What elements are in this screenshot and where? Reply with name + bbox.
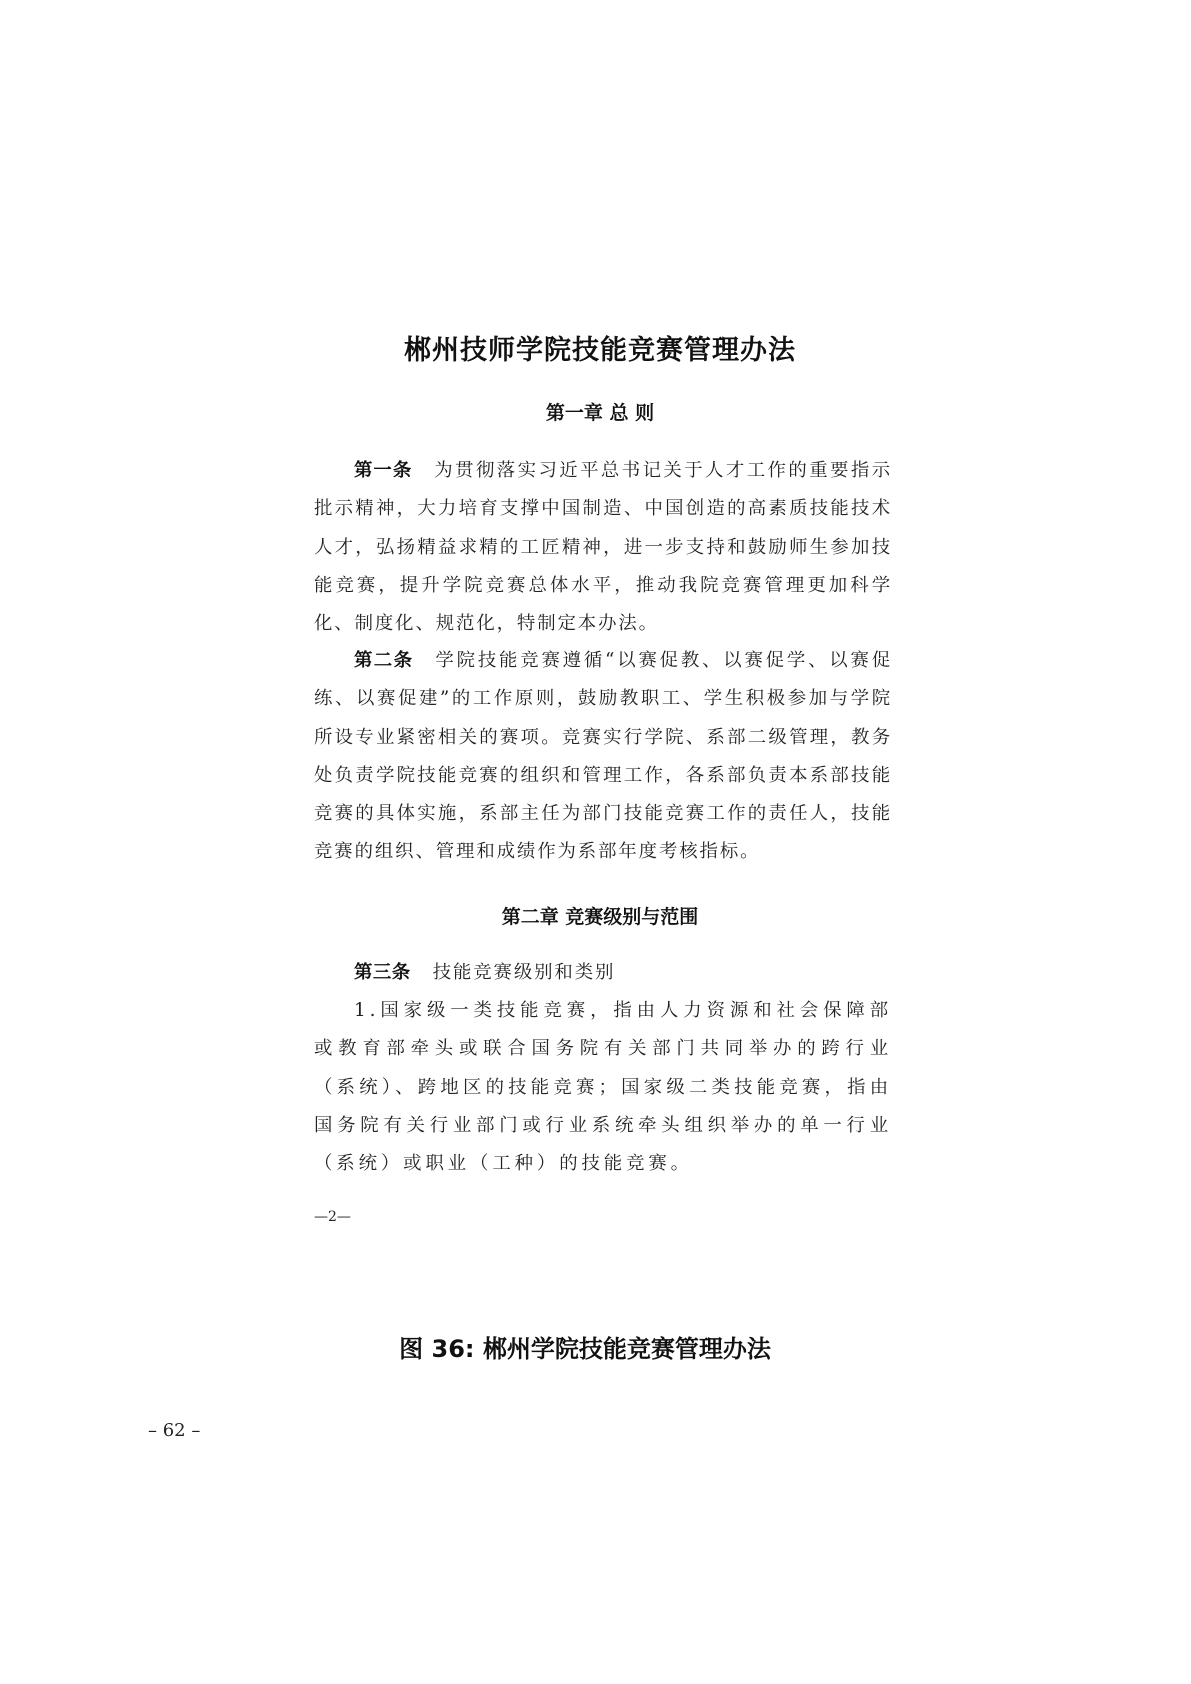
article-3-paragraph — [314, 954, 892, 992]
article-1-paragraph — [314, 452, 892, 643]
list-item-1: 1.国家级一类技能竞赛，指由人力资源和社会保障部或教育部牵头或联合国务院有关部门共同举办的跨行业（系统）、跨地区的技能竞赛；国家级二类技能竞赛，指由国务院有关行业部门或行业系统牵头组织举办的单一行业（系统）或职业（工种）的技能竞赛。 — [314, 1000, 892, 1175]
inner-page-number: —2— — [314, 1209, 351, 1225]
chapter-heading-2: 第二章 竞赛级别与范围 — [501, 906, 699, 928]
figure-caption: 图 36: 郴州学院技能竞赛管理办法 — [399, 1335, 771, 1363]
article-1-label: 第一条 — [354, 460, 413, 481]
article-2-label: 第二条 — [354, 650, 414, 671]
article-2-text: 学院技能竞赛遵循“以赛促教、以赛促学、以赛促练、以赛促建”的工作原则，鼓励教职工、学生积极参加与学院所设专业紧密相关的赛项。竞赛实行学院、系部二级管理，教务处负责学院技能竞赛的组织和管理工作，各系部负责本系部技能竞赛的具体实施，系部主任为部门技能竞赛工作的责任人，技能竞赛的组织、管理和成绩作为系部年度考核指标。 — [314, 650, 892, 863]
article-3-label: 第三条 — [354, 962, 411, 983]
article-1-text: 为贯彻落实习近平总书记关于人才工作的重要指示批示精神，大力培育支撑中国制造、中国创造的高素质技能技术人才，弘扬精益求精的工匠精神，进一步支持和鼓励师生参加技能竞赛，提升学院竞赛总体水平，推动我院竞赛管理更加科学化、制度化、规范化，特制定本办法。 — [314, 460, 892, 635]
document-title: 郴州技师学院技能竞赛管理办法 — [404, 335, 796, 366]
article-3-text: 技能竞赛级别和类别 — [432, 962, 616, 983]
article-2-paragraph — [314, 642, 892, 872]
page-number: – 62 – — [148, 1420, 201, 1441]
chapter-heading-1: 第一章 总 则 — [545, 402, 655, 424]
